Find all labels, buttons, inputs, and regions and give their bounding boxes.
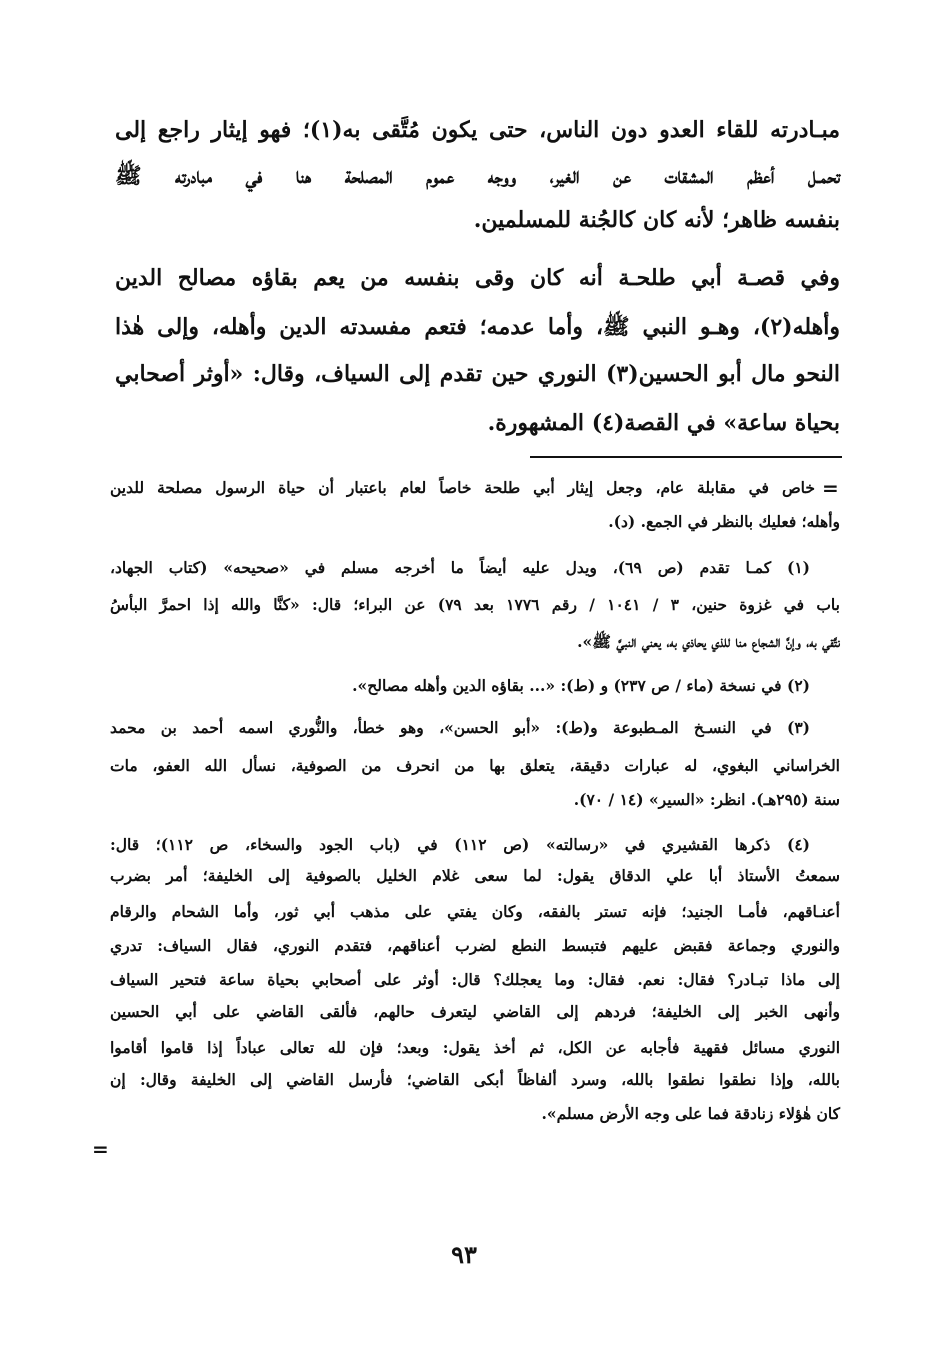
main-line: بحياة ساعة» في القصة(٤) المشهورة. bbox=[487, 410, 840, 436]
footnote-line: سنة (٢٩٥هـ). انظر: «السير» (١٤ / ٧٠). bbox=[573, 790, 840, 809]
continuation-mark: = bbox=[92, 1137, 109, 1161]
footnote-line: الخراساني البغوي، له عبارات دقيقة، يتعلق بها من انحرف من الصوفية، نسأل الله العفو، مات bbox=[110, 756, 840, 775]
footnote-line: نتَّقي به، وإنَّ الشجاع منا للذي يحاذي به، يعني النبيَّ ﷺ». bbox=[577, 632, 840, 651]
footnote-line: (١) كمـا تقدم (ص ٦٩)، ويدل عليه أيضاً ما أخرجه مسلم في «صحيحه» (كتاب الجهاد، bbox=[110, 558, 810, 577]
main-line: بنفسه ظاهر؛ لأنه كان كالجُنة للمسلمين. bbox=[473, 207, 840, 233]
footnote-line: خاص في مقابلة عام، وجعل إيثار أبي طلحة خاصاً لعام باعتبار أن حياة الرسول مصلحة للدين bbox=[110, 478, 815, 497]
footnote-line: النوري مسائل فقهية فأجابه عن الكل، ثم أخذ يقول: وبعد؛ فإن لله تعالى عباداً إذا قاموا أقاموا bbox=[110, 1038, 840, 1057]
main-line: وأهله(٢)، وهـو النبي ﷺ، وأما عدمه؛ فتعم مفسدته الدين وأهله، وإلى هٰذا bbox=[115, 314, 840, 340]
footnote-line: وأنهى الخبر إلى الخليفة؛ فردهم إلى القاضي ليتعرف حالهم، فألقى القاضي على أبي الحسين bbox=[110, 1002, 840, 1021]
continuation-mark: = bbox=[822, 476, 839, 500]
page-number: ٩٣ bbox=[451, 1240, 477, 1269]
main-line: تحمـل أعظم المشقات عن الغير، ووجه عموم المصلحة هنا في مبادرته ﷺ bbox=[115, 163, 840, 189]
footnote-line: (٣) في النسـخ المـطبوعة و(ط): «أبو الحسن»، وهو خطأ، والنُّوري اسمه أحمد بن محمد bbox=[110, 718, 810, 737]
footnote-line: وأهله؛ فعليك بالنظر في الجمع. (د). bbox=[608, 512, 840, 531]
main-line: مبـادرته للقاء العدو دون الناس، حتى يكون مُتَّقى به(١)؛ فهو إيثار راجع إلى bbox=[115, 117, 840, 143]
main-line: وفي قصـة أبي طلحـة أنه كان وقى بنفسه من يعم بقاؤه مصالح الدين bbox=[115, 265, 840, 291]
footnote-separator bbox=[530, 456, 842, 458]
footnote-line: إلى ماذا تبـادر؟ فقال: نعم. فقال: وما يعجلك؟ قال: أوثر على أصحابي بحياة ساعة فتحير السياف bbox=[110, 970, 840, 989]
footnote-line: أعنـاقهم، فأمـا الجنيد؛ فإنه تستر بالفقه، وكان يفتي على مذهب أبي ثور، وأما الشحام والرقام bbox=[110, 902, 840, 921]
main-line: النحو مال أبو الحسين(٣) النوري حين تقدم إلى السياف، وقال: «أوثر أصحابي bbox=[115, 361, 840, 387]
footnote-line: بالله، وإذا نطقوا نطقوا بالله، وسرد ألفاظاً أبكى القاضي؛ فأرسل القاضي إلى الخليفة وقال: إن bbox=[110, 1070, 840, 1089]
footnote-line: سمعتُ الأستاذ أبا علي الدقاق يقول: لما سعى غلام الخليل بالصوفية إلى الخليفة؛ أمر بضرب bbox=[110, 866, 840, 885]
footnote-line: باب في غزوة حنين، ٣ / ١٠٤١ / رقم ١٧٧٦ بعد ٧٩) عن البراء؛ قال: «كنَّا والله إذا احمرَّ البأسُ bbox=[110, 595, 840, 614]
footnote-line: (٤) ذكرها القشيري في «رسالته» (ص ١١٢) في (باب الجود والسخاء، ص ١١٢)؛ قال: bbox=[110, 835, 810, 854]
footnote-line: كان هٰؤلاء زنادقة فما على وجه الأرض مسلم». bbox=[541, 1104, 840, 1123]
footnote-line: (٢) في نسخة (ماء / ص ٢٣٧) و (ط): «... بقاؤه الدين وأهله مصالح». bbox=[352, 676, 810, 695]
footnote-line: والنوري وجماعة فقبض عليهم فتبسط النطع لضرب أعناقهم، فتقدم النوري، فقال السياف: تدري bbox=[110, 936, 840, 955]
